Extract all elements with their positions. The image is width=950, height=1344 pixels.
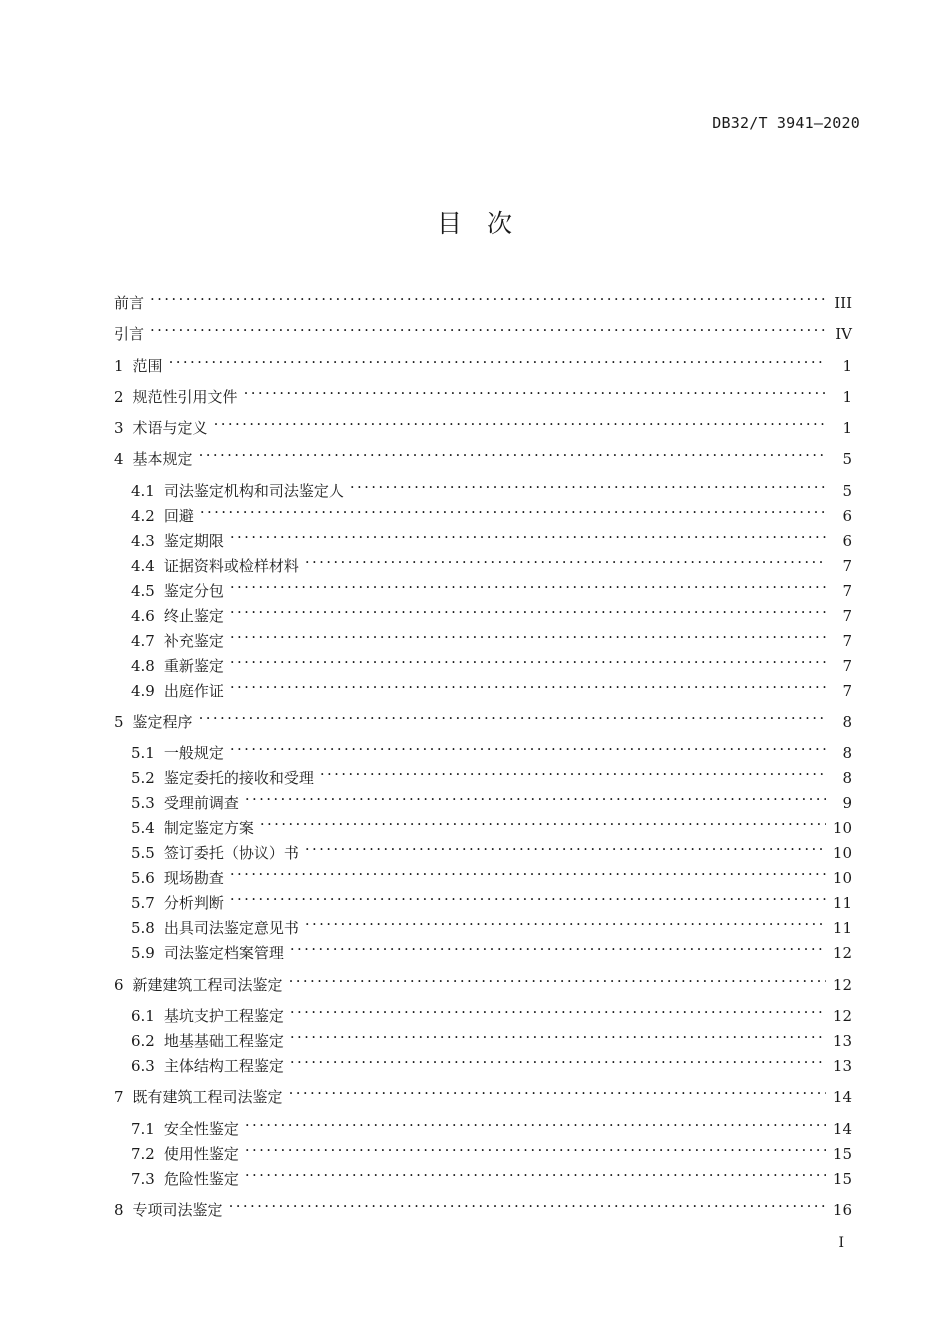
toc-entry-page: 11 bbox=[832, 919, 852, 938]
toc-entry-label: 出庭作证 bbox=[163, 681, 224, 700]
toc-entry-page: 15 bbox=[832, 1169, 852, 1188]
toc-entry-number: 4.4 bbox=[131, 556, 155, 575]
toc-entry[interactable] bbox=[114, 702, 852, 732]
toc-entry-page: 16 bbox=[832, 1200, 852, 1219]
toc-entry-label: 使用性鉴定 bbox=[163, 1144, 239, 1163]
toc-entry-page: 11 bbox=[832, 894, 852, 913]
toc-entry-page: 9 bbox=[842, 794, 852, 813]
toc-entry-number: 6.2 bbox=[131, 1031, 155, 1050]
toc-entry-number: 6 bbox=[114, 975, 124, 994]
toc-entry-page: 1 bbox=[842, 419, 852, 438]
toc-entry-label: 司法鉴定档案管理 bbox=[163, 944, 284, 963]
toc-leader-dots bbox=[200, 496, 826, 521]
toc-entry-page: 8 bbox=[842, 744, 852, 763]
toc-entry-page: 12 bbox=[832, 1006, 852, 1025]
toc-leader-dots bbox=[245, 1134, 826, 1159]
toc-entry-number: 4.6 bbox=[131, 606, 155, 625]
toc-entry[interactable] bbox=[114, 346, 852, 375]
toc-entry-number: 4.3 bbox=[131, 531, 155, 550]
toc-leader-dots bbox=[289, 1077, 826, 1102]
toc-entry-label: 规范性引用文件 bbox=[132, 387, 238, 406]
toc-leader-dots bbox=[230, 671, 826, 696]
toc-entry[interactable] bbox=[114, 883, 852, 913]
toc-entry-label: 地基基础工程鉴定 bbox=[163, 1031, 284, 1050]
toc-entry-number: 5.4 bbox=[131, 819, 155, 838]
toc-entry-label: 基本规定 bbox=[132, 450, 193, 469]
toc-entry-number: 4 bbox=[114, 450, 124, 469]
document-code: DB32/T 3941—2020 bbox=[712, 114, 860, 132]
toc-leader-dots bbox=[230, 621, 826, 646]
toc-entry-page: 10 bbox=[832, 819, 852, 838]
toc-entry[interactable] bbox=[114, 908, 852, 938]
toc-leader-dots bbox=[290, 1021, 826, 1046]
toc-entry-number: 7 bbox=[114, 1088, 124, 1107]
toc-entry-page: 10 bbox=[832, 844, 852, 863]
toc-leader-dots bbox=[290, 933, 826, 958]
toc-entry-label: 基坑支护工程鉴定 bbox=[163, 1006, 284, 1025]
toc-entry-page: 8 bbox=[842, 769, 852, 788]
toc-leader-dots bbox=[229, 1190, 826, 1215]
toc-entry-label: 补充鉴定 bbox=[163, 631, 224, 650]
toc-entry-page: 7 bbox=[842, 606, 852, 625]
toc-entry-number: 4.5 bbox=[131, 581, 155, 600]
toc-entry-page: 6 bbox=[842, 506, 852, 525]
title-char-1: 目 bbox=[436, 209, 463, 238]
footer-page-number: I bbox=[838, 1235, 844, 1251]
toc-leader-dots bbox=[230, 733, 826, 758]
toc-entry-page: 14 bbox=[832, 1119, 852, 1138]
toc-entry-page: 7 bbox=[842, 581, 852, 600]
toc-entry-page: 14 bbox=[832, 1088, 852, 1107]
toc-entry-label: 安全性鉴定 bbox=[163, 1119, 239, 1138]
toc-leader-dots bbox=[214, 408, 826, 433]
toc-entry-label: 现场勘查 bbox=[163, 869, 224, 888]
toc-entry[interactable] bbox=[114, 496, 852, 525]
toc-leader-dots bbox=[230, 571, 826, 596]
toc-entry-number: 5.9 bbox=[131, 944, 155, 963]
toc-entry-label: 鉴定期限 bbox=[163, 531, 224, 550]
toc-entry-number: 7.2 bbox=[131, 1144, 155, 1163]
toc-entry-number: 5.8 bbox=[131, 919, 155, 938]
toc-entry-page: 13 bbox=[832, 1031, 852, 1050]
toc-entry-number: 5.1 bbox=[131, 744, 155, 763]
toc-entry-label: 签订委托（协议）书 bbox=[163, 844, 299, 863]
toc-entry-page: 12 bbox=[832, 944, 852, 963]
toc-entry-label: 回避 bbox=[163, 506, 194, 525]
toc-leader-dots bbox=[260, 808, 826, 833]
toc-entry-page: 7 bbox=[842, 556, 852, 575]
toc-entry-number: 5 bbox=[114, 713, 124, 732]
toc-entry-label: 既有建筑工程司法鉴定 bbox=[132, 1088, 283, 1107]
toc-entry-label: 主体结构工程鉴定 bbox=[163, 1056, 284, 1075]
toc-entry-number: 5.6 bbox=[131, 869, 155, 888]
toc-entry-label: 重新鉴定 bbox=[163, 656, 224, 675]
toc-entry-label: 专项司法鉴定 bbox=[132, 1200, 223, 1219]
toc-entry-number: 4.2 bbox=[131, 506, 155, 525]
toc-entry-page: 1 bbox=[842, 356, 852, 375]
toc-entry-page: 15 bbox=[832, 1144, 852, 1163]
toc-entry-number: 4.8 bbox=[131, 656, 155, 675]
toc-leader-dots bbox=[244, 377, 826, 402]
toc-entry-page: 6 bbox=[842, 531, 852, 550]
toc-leader-dots bbox=[230, 883, 826, 908]
toc-entry-label: 范围 bbox=[132, 356, 163, 375]
toc-entry-page: 13 bbox=[832, 1056, 852, 1075]
toc-leader-dots bbox=[305, 546, 826, 571]
toc-entry[interactable] bbox=[114, 408, 852, 438]
toc-leader-dots bbox=[245, 1159, 826, 1184]
toc-entry-number: 7.1 bbox=[131, 1119, 155, 1138]
toc-leader-dots bbox=[169, 346, 826, 371]
toc-entry-label: 证据资料或检样材料 bbox=[163, 556, 299, 575]
toc-entry-label: 新建建筑工程司法鉴定 bbox=[132, 975, 283, 994]
toc-leader-dots bbox=[289, 965, 826, 990]
toc-leader-dots bbox=[245, 783, 826, 808]
toc-leader-dots bbox=[245, 1109, 826, 1134]
toc-entry-number: 3 bbox=[114, 419, 124, 438]
toc-entry-number: 5.5 bbox=[131, 844, 155, 863]
toc-leader-dots bbox=[350, 471, 826, 496]
toc-leader-dots bbox=[150, 283, 826, 308]
toc-entry[interactable] bbox=[114, 758, 852, 788]
toc-entry[interactable] bbox=[114, 283, 852, 312]
toc-entry[interactable] bbox=[114, 314, 852, 344]
toc-entry-number: 5.7 bbox=[131, 894, 155, 913]
toc-entry-number: 6.1 bbox=[131, 1006, 155, 1025]
toc-entry-number: 7.3 bbox=[131, 1169, 155, 1188]
toc-entry-number: 4.9 bbox=[131, 681, 155, 700]
toc-entry-page: 7 bbox=[842, 656, 852, 675]
toc-leader-dots bbox=[305, 833, 826, 858]
toc-entry[interactable] bbox=[114, 621, 852, 650]
toc-leader-dots bbox=[230, 858, 826, 883]
toc-entry-page: III bbox=[834, 294, 852, 312]
toc-entry-label: 司法鉴定机构和司法鉴定人 bbox=[163, 481, 344, 500]
toc-entry-label: 受理前调查 bbox=[163, 794, 239, 813]
toc-entry-label: 鉴定程序 bbox=[132, 713, 193, 732]
toc-entry[interactable] bbox=[114, 733, 852, 763]
page-title bbox=[0, 204, 950, 240]
toc-entry-number: 4.1 bbox=[131, 481, 155, 500]
toc-entry[interactable] bbox=[114, 1190, 852, 1219]
toc-entry-label: 分析判断 bbox=[163, 894, 224, 913]
toc-entry[interactable] bbox=[114, 471, 852, 500]
toc-entry-number: 1 bbox=[114, 356, 124, 375]
toc-entry-number: 5.3 bbox=[131, 794, 155, 813]
toc-entry-label: 危险性鉴定 bbox=[163, 1169, 239, 1188]
toc-entry-number: 5.2 bbox=[131, 769, 155, 788]
toc-leader-dots bbox=[230, 521, 826, 546]
toc-entry-label: 鉴定委托的接收和受理 bbox=[163, 769, 314, 788]
toc-entry-number: 4.7 bbox=[131, 631, 155, 650]
toc-leader-dots bbox=[305, 908, 826, 933]
toc-entry-label: 引言 bbox=[114, 325, 145, 344]
toc-leader-dots bbox=[199, 702, 826, 727]
toc-leader-dots bbox=[199, 439, 826, 464]
toc-entry-label: 一般规定 bbox=[163, 744, 224, 763]
toc-entry-page: IV bbox=[835, 325, 852, 344]
toc-entry[interactable] bbox=[114, 1109, 852, 1138]
toc-entry[interactable] bbox=[114, 546, 852, 575]
toc-leader-dots bbox=[150, 314, 826, 339]
toc-entry[interactable] bbox=[114, 1077, 852, 1107]
title-char-2: 次 bbox=[487, 209, 514, 238]
toc-leader-dots bbox=[290, 996, 826, 1021]
toc-entry-label: 术语与定义 bbox=[132, 419, 208, 438]
toc-entry[interactable] bbox=[114, 996, 852, 1025]
toc-entry[interactable] bbox=[114, 521, 852, 550]
toc-entry-label: 前言 bbox=[114, 294, 145, 312]
toc-leader-dots bbox=[320, 758, 826, 783]
toc-entry-number: 2 bbox=[114, 387, 124, 406]
toc-entry-label: 终止鉴定 bbox=[163, 606, 224, 625]
toc-entry-number: 8 bbox=[114, 1200, 124, 1219]
toc-entry-page: 5 bbox=[842, 450, 852, 469]
toc-entry[interactable] bbox=[114, 671, 852, 700]
toc-entry[interactable] bbox=[114, 596, 852, 625]
table-of-contents bbox=[114, 283, 852, 1219]
toc-leader-dots bbox=[230, 596, 826, 621]
toc-entry-page: 1 bbox=[842, 387, 852, 406]
toc-entry[interactable] bbox=[114, 439, 852, 469]
toc-entry-page: 10 bbox=[832, 869, 852, 888]
toc-entry[interactable] bbox=[114, 646, 852, 675]
toc-entry-number: 6.3 bbox=[131, 1056, 155, 1075]
toc-entry-label: 制定鉴定方案 bbox=[163, 819, 254, 838]
toc-entry-label: 鉴定分包 bbox=[163, 581, 224, 600]
toc-entry[interactable] bbox=[114, 965, 852, 994]
toc-entry-page: 8 bbox=[842, 713, 852, 732]
toc-entry-page: 5 bbox=[842, 481, 852, 500]
toc-entry-page: 7 bbox=[842, 631, 852, 650]
toc-entry-page: 12 bbox=[832, 975, 852, 994]
toc-entry-label: 出具司法鉴定意见书 bbox=[163, 919, 299, 938]
toc-entry-page: 7 bbox=[842, 681, 852, 700]
toc-leader-dots bbox=[290, 1046, 826, 1071]
toc-entry[interactable] bbox=[114, 377, 852, 406]
toc-leader-dots bbox=[230, 646, 826, 671]
